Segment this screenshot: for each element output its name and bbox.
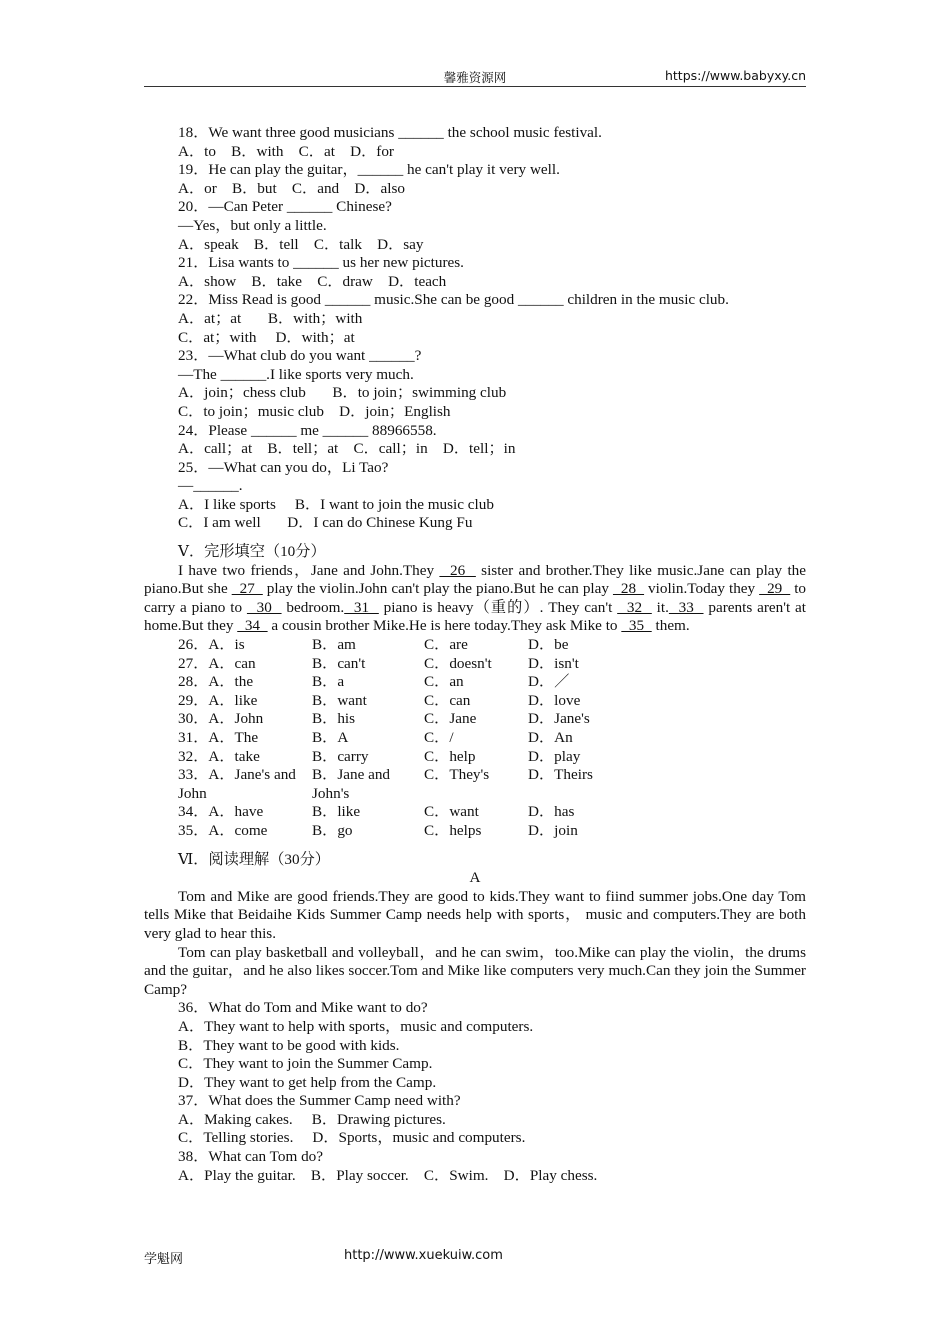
reading-line: 37．What does the Summer Camp need with? [178,1092,461,1110]
cloze-option: D．has [528,803,575,821]
cloze-option: 32．A．take [178,747,260,765]
mc-line: A．call；at B．tell；at C．call；in D．tell；in [178,440,516,458]
cloze-option: C．doesn't [424,654,492,672]
mc-line: C．at；with D．with；at [178,328,355,346]
cloze-option-row [144,803,806,822]
cloze-blank: 34 [237,617,268,635]
cloze-option: B．go [312,821,353,839]
reading-paragraph-1: Tom and Mike are good friends.They are good to kids.They want to fiind summer jobs.One day Tom tells Mike that Beidaihe Kids Summer Camp needs help with sports， music and computers.They are both very glad to hear this. [144,887,806,942]
cloze-option-row [144,673,806,692]
cloze-option: 34．A．have [178,803,264,821]
reading-part-label: A [469,869,481,887]
cloze-option: D．／ [528,673,570,691]
cloze-option: C．/ [424,729,454,746]
cloze-option: B．a [312,673,345,691]
cloze-text: play the violin.John can't play the piano.But he can play [262,580,613,598]
cloze-text: it. [651,598,669,616]
cloze-option-row [144,636,806,655]
reading-line: B．They want to be good with kids. [178,1036,400,1054]
reading-line: C．They want to join the Summer Camp. [178,1055,433,1073]
cloze-option: B．like [312,803,361,821]
mc-line: A．speak B．tell C．talk D．say [178,235,424,253]
cloze-text: them. [651,617,690,635]
cloze-option: 29．A．like [178,691,258,709]
cloze-option-row [144,822,806,841]
mc-line: C．I am well D．I can do Chinese Kung Fu [178,514,473,532]
cloze-option: C．want [424,803,479,821]
reading-line: A．Play the guitar. B．Play soccer. C．Swim. D．Play chess. [178,1166,598,1184]
cloze-option: C．help [424,747,476,765]
cloze-option: D．Theirs [528,766,593,784]
cloze-option: B．want [312,691,367,709]
mc-line: 24．Please ______ me ______ 88966558. [178,421,437,439]
cloze-option: D．isn't [528,654,579,672]
reading-line: C．Telling stories. D．Sports，music and computers. [178,1129,526,1147]
footer-url: http://www.xuekuiw.com [344,1248,503,1263]
cloze-option-row [144,692,806,711]
cloze-option: C．can [424,691,471,709]
cloze-option: B．Jane and John's [312,766,391,802]
reading-line: D．They want to get help from the Camp. [178,1073,437,1091]
cloze-title: Ⅴ．完形填空（10分） [178,543,326,561]
cloze-option-row [144,729,806,748]
cloze-option: D．play [528,747,581,765]
mc-line: A．join；chess club B．to join；swimming club [178,384,507,402]
cloze-option: B．am [312,636,356,654]
cloze-option: 28．A．the [178,673,254,691]
mc-line: A．I like sports B．I want to join the music club [178,495,494,513]
cloze-blank: 27 [231,580,263,598]
cloze-option: C．helps [424,821,482,839]
reading-questions [144,999,806,1185]
cloze-text: sister and brother.They like music.Jane can play the piano.But she [144,561,806,598]
cloze-option: D．be [528,636,569,654]
reading-paragraph-2: Tom can play basketball and volleyball，and he can swim，too.Mike can play the violin，the drums and the guitar，and he also likes soccer.Tom and Mike like computers very much.Can they join the Summer Camp? [144,943,806,998]
cloze-option: B．can't [312,654,366,672]
mc-line: —Yes，but only a little. [178,216,327,234]
cloze-option: B．A [312,729,349,746]
cloze-option-row [144,766,806,803]
mc-line: —______. [178,477,243,495]
cloze-text: piano is heavy（重的）. They can't [378,598,618,616]
cloze-passage [144,562,806,636]
cloze-options [144,636,806,841]
cloze-blank: 26 [439,561,476,579]
cloze-blank: 33 [668,598,704,616]
mc-line: 20．—Can Peter ______ Chinese? [178,198,392,216]
cloze-option: D．An [528,729,573,746]
cloze-blank: 29 [759,580,791,598]
reading-line: 36．What do Tom and Mike want to do? [178,999,428,1017]
mc-line: 22．Miss Read is good ______ music.She can be good ______ children in the music club. [178,291,729,309]
cloze-blank: 32 [617,598,652,616]
mc-line: A．to B．with C．at D．for [178,142,394,160]
mc-line: 18．We want three good musicians ______ the school music festival. [178,124,602,141]
cloze-text: bedroom. [281,598,345,616]
cloze-option: C．are [424,636,468,654]
cloze-option: C．They's [424,766,490,784]
cloze-option: D．love [528,691,581,709]
mc-line: A．show B．take C．draw D．teach [178,272,447,290]
page-header [144,64,806,87]
cloze-blank: 28 [612,580,645,598]
header-url: https://www.babyxy.cn [664,68,806,83]
cloze-text: violin.Today they [644,580,760,598]
mc-line: 25．—What can you do，Li Tao? [178,458,389,476]
cloze-option-row [144,748,806,767]
reading-line: 38．What can Tom do? [178,1148,324,1166]
mc-line: 23．—What club do you want ______? [178,347,422,365]
cloze-option: B．his [312,710,356,728]
cloze-option: 30．A．John [178,710,264,728]
cloze-text: I have two friends，Jane and John.They [178,561,440,579]
header-site-name: 馨雅资源网 [443,70,507,85]
cloze-option: B．carry [312,747,369,765]
cloze-option: 31．A．The [178,729,259,746]
exam-content [144,124,806,1185]
mc-line: —The ______.I like sports very much. [178,365,414,383]
cloze-option-row [144,710,806,729]
reading-title: Ⅵ．阅读理解（30分） [178,850,330,868]
cloze-option-row [144,655,806,674]
cloze-option: 33．A．Jane's and John [178,766,296,802]
cloze-option: 26．A．is [178,636,245,654]
reading-line: A．Making cakes. B．Drawing pictures. [178,1110,446,1128]
cloze-text: to carry a piano to [144,580,807,616]
cloze-option: 35．A．come [178,821,268,839]
cloze-option: C．an [424,673,464,691]
page-footer [144,1248,503,1267]
mc-line: A．at；at B．with；with [178,309,363,327]
mc-line: A．or B．but C．and D．also [178,179,405,197]
cloze-text: a cousin brother Mike.He is here today.They ask Mike to [267,617,622,635]
cloze-blank: 31 [344,598,379,616]
cloze-option: 27．A．can [178,654,256,672]
mc-line: C．to join；music club D．join；English [178,402,451,420]
cloze-text: parents aren't at home.But they [144,598,806,635]
cloze-option: D．join [528,821,578,839]
cloze-blank: 30 [246,598,282,616]
footer-site-name: 学魁网 [144,1252,184,1267]
cloze-option: C．Jane [424,710,477,728]
cloze-blank: 35 [621,617,652,635]
mc-line: 21．Lisa wants to ______ us her new pictures. [178,254,464,272]
reading-line: A．They want to help with sports，music and computers. [178,1017,534,1035]
cloze-option: D．Jane's [528,710,590,728]
multiple-choice-section [144,124,806,533]
mc-line: 19．He can play the guitar，______ he can't play it very well. [178,161,560,179]
